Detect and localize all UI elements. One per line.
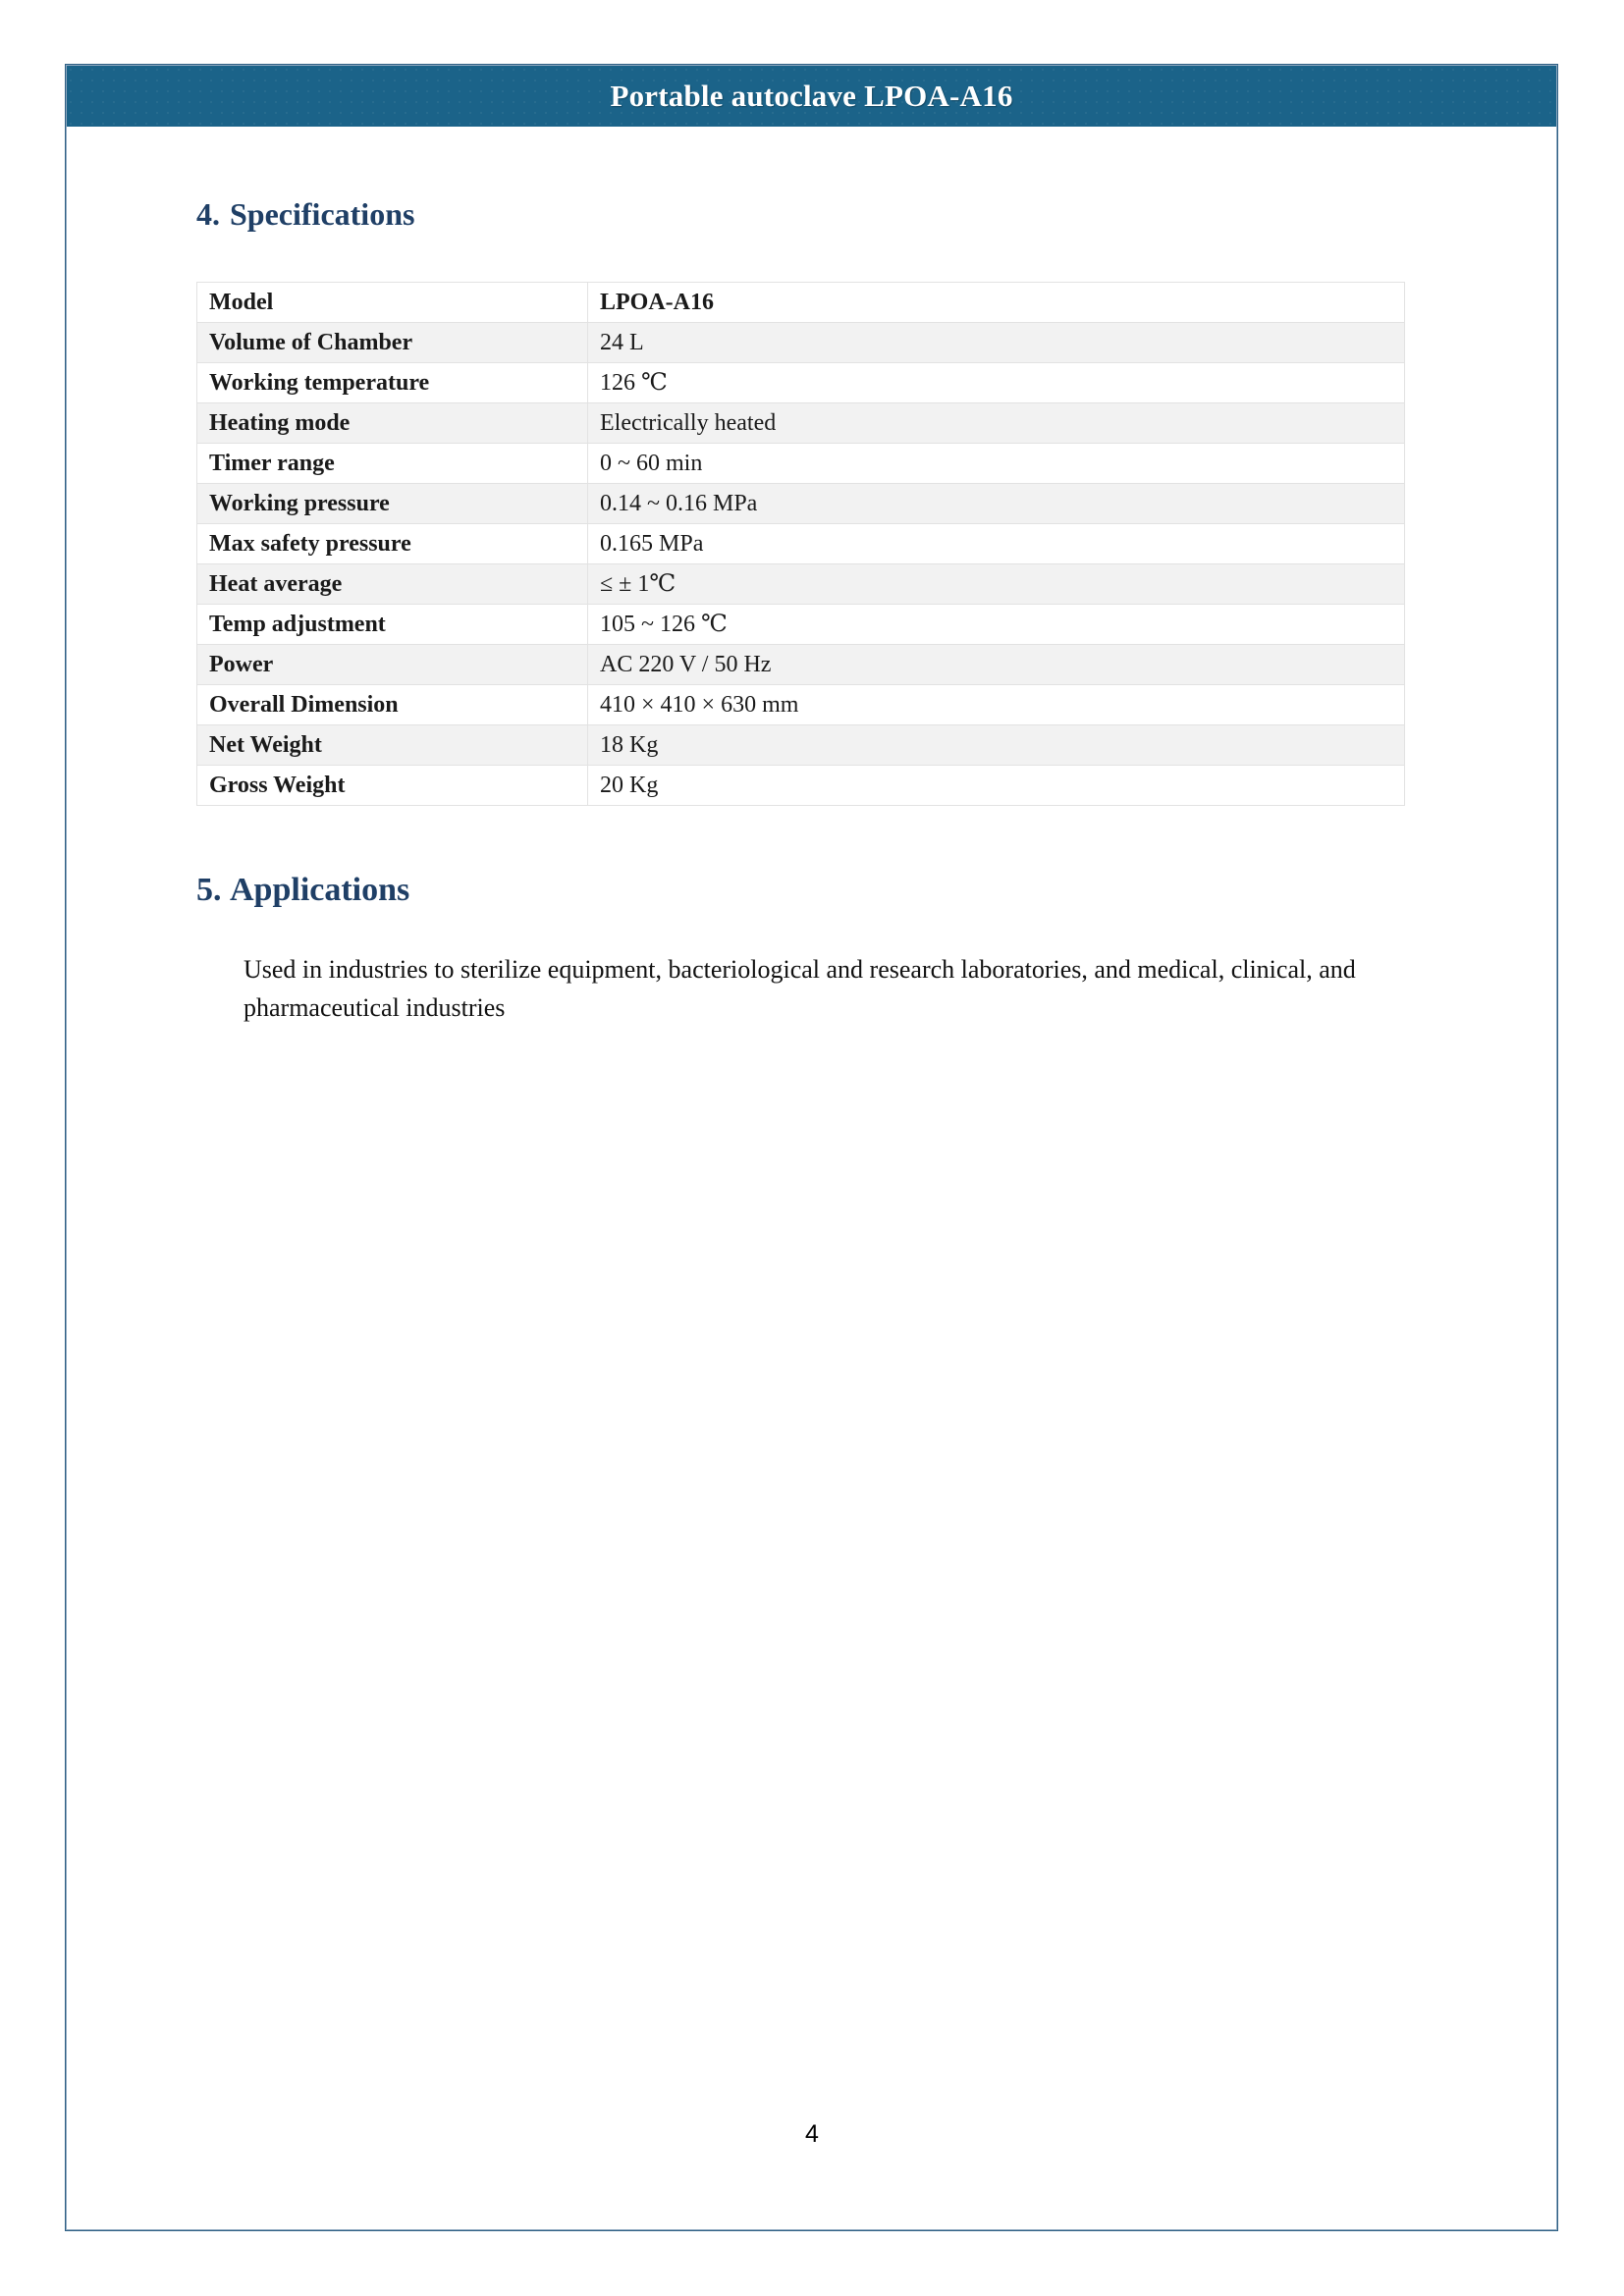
spec-label: Overall Dimension xyxy=(197,685,588,725)
document-title: Portable autoclave LPOA-A16 xyxy=(610,79,1013,113)
spec-label: Working pressure xyxy=(197,484,588,524)
table-row xyxy=(197,605,1405,645)
spec-value: 105 ~ 126 ℃ xyxy=(588,605,1405,645)
spec-label: Heating mode xyxy=(197,403,588,444)
table-row xyxy=(197,685,1405,725)
spec-label: Net Weight xyxy=(197,725,588,766)
spec-value: 0.165 MPa xyxy=(588,524,1405,564)
spec-label: Temp adjustment xyxy=(197,605,588,645)
table-row xyxy=(197,645,1405,685)
spec-value: 126 ℃ xyxy=(588,363,1405,403)
spec-value: ≤ ± 1℃ xyxy=(588,564,1405,605)
spec-value: 20 Kg xyxy=(588,766,1405,806)
table-row xyxy=(197,564,1405,605)
spec-label: Model xyxy=(197,283,588,323)
spec-value: Electrically heated xyxy=(588,403,1405,444)
spec-label: Gross Weight xyxy=(197,766,588,806)
spec-value: 18 Kg xyxy=(588,725,1405,766)
table-row xyxy=(197,524,1405,564)
section-heading-specifications xyxy=(196,196,414,233)
specifications-table-body xyxy=(197,283,1405,806)
table-row xyxy=(197,363,1405,403)
page-number: 4 xyxy=(805,2120,819,2148)
spec-value: 0.14 ~ 0.16 MPa xyxy=(588,484,1405,524)
table-row xyxy=(197,725,1405,766)
spec-value: 24 L xyxy=(588,323,1405,363)
table-row xyxy=(197,323,1405,363)
table-row xyxy=(197,444,1405,484)
spec-value: AC 220 V / 50 Hz xyxy=(588,645,1405,685)
section-number-4: 4. xyxy=(196,196,220,232)
table-row xyxy=(197,766,1405,806)
section-title-applications: Applications xyxy=(230,872,410,908)
spec-value: 0 ~ 60 min xyxy=(588,444,1405,484)
spec-label: Max safety pressure xyxy=(197,524,588,564)
table-row xyxy=(197,283,1405,323)
table-row xyxy=(197,484,1405,524)
applications-paragraph: Used in industries to sterilize equipment, bacteriological and research laboratories, and medical, clinical, and pharmaceutical industries xyxy=(244,955,1356,1022)
spec-label: Working temperature xyxy=(197,363,588,403)
spec-label: Timer range xyxy=(197,444,588,484)
spec-label: Volume of Chamber xyxy=(197,323,588,363)
section-title-specifications: Specifications xyxy=(230,196,415,232)
spec-value: LPOA-A16 xyxy=(588,283,1405,323)
spec-value: 410 × 410 × 630 mm xyxy=(588,685,1405,725)
section-number-5: 5. xyxy=(196,872,222,908)
specifications-table xyxy=(196,282,1405,806)
spec-label: Power xyxy=(197,645,588,685)
section-heading-applications xyxy=(196,872,409,909)
spec-label: Heat average xyxy=(197,564,588,605)
table-row xyxy=(197,403,1405,444)
